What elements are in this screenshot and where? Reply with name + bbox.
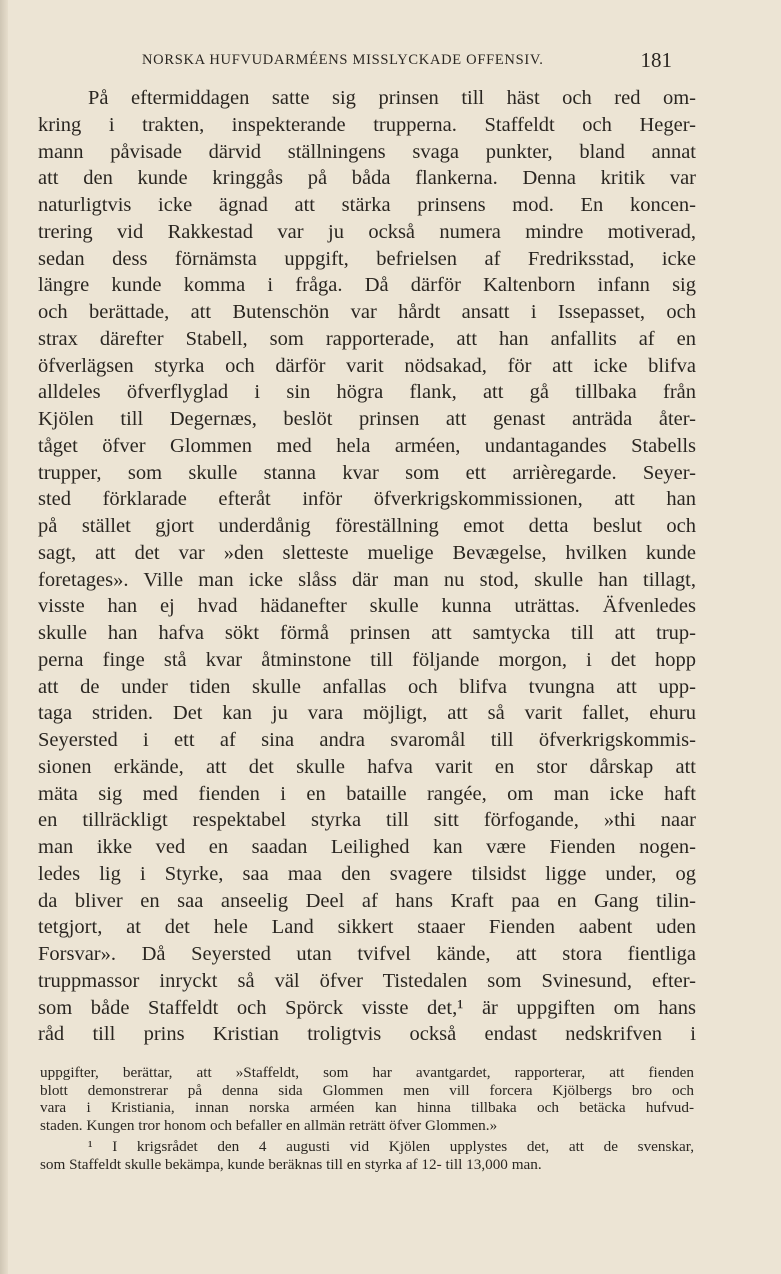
running-title: NORSKA HUFVUDARMÉENS MISSLYCKADE OFFENSIV. bbox=[142, 52, 544, 68]
body-line: skulle han hafva sökt förmå prinsen att samtycka till att trup- bbox=[38, 622, 696, 644]
book-spine-edge bbox=[0, 0, 8, 1274]
footnote-1-line: som Staffeldt skulle bekämpa, kunde beräknas till en styrka af 12- till 13,000 man. bbox=[40, 1155, 542, 1173]
body-line: en tillräckligt respektabel styrka till sitt förfogande, »thi naar bbox=[38, 809, 696, 832]
footnotes bbox=[40, 1064, 694, 1174]
page-header bbox=[86, 50, 696, 74]
body-line: råd till prins Kristian troligtvis också endast nedskrifven i bbox=[38, 1023, 696, 1046]
body-line: truppmassor inryckt så väl öfver Tistedalen som Svinesund, efter- bbox=[38, 969, 696, 992]
body-text bbox=[38, 85, 696, 1048]
page-number: 181 bbox=[640, 48, 672, 72]
body-line: mann påvisade därvid ställningens svaga punkter, bland annat bbox=[38, 140, 696, 163]
body-line: visste han ej hvad hädanefter skulle kunna uträttas. Äfvenledes bbox=[38, 595, 696, 618]
footnote-1-line: ¹ I krigsrådet den 4 augusti vid Kjölen upplystes det, att de svenskar, bbox=[88, 1138, 694, 1156]
body-line: som både Staffeldt och Spörck visste det,¹ är uppgiften om hans bbox=[38, 996, 696, 1019]
body-line: på stället gjort underdånig föreställning emot detta beslut och bbox=[38, 515, 696, 537]
body-line: längre kunde komma i fråga. Då därför Kaltenborn infann sig bbox=[38, 274, 696, 297]
body-line: sedan dess förnämsta uppgift, befrielsen af Fredriksstad, icke bbox=[38, 247, 696, 270]
body-line: taga striden. Det kan ju vara möjligt, att så varit fallet, ehuru bbox=[38, 702, 696, 725]
body-line: kring i trakten, inspekterande trupperna. Staffeldt och Heger- bbox=[38, 113, 696, 136]
footnote-continuation-line: blott demonstrerar på denna sida Glommen men vill forcera Kjölbergs bro och bbox=[40, 1081, 694, 1099]
body-line: naturligtvis icke ägnad att stärka prinsens mod. En koncen- bbox=[38, 194, 696, 216]
footnote-continuation-line: staden. Kungen tror honom och befaller en allmän reträtt öfver Glommen.» bbox=[40, 1116, 498, 1134]
body-line: da bliver en saa anseelig Deel af hans Kraft paa en Gang tilin- bbox=[38, 889, 696, 912]
body-line: man ikke ved en saadan Leilighed kan være Fienden nogen- bbox=[38, 836, 696, 858]
body-line: trupper, som skulle stanna kvar som ett arrièregarde. Seyer- bbox=[38, 461, 696, 484]
footnote-continuation-line: vara i Kristiania, innan norska arméen kan hinna tillbaka och betäcka hufvud- bbox=[40, 1099, 694, 1117]
body-line: att de under tiden skulle anfallas och blifva tvungna att upp- bbox=[38, 675, 696, 698]
body-line: tetgjort, at det hele Land sikkert staaer Fienden aabent uden bbox=[38, 916, 696, 939]
body-line: Forsvar». Då Seyersted utan tvifvel kände, att stora fientliga bbox=[38, 943, 696, 965]
body-line: öfverlägsen styrka och därför varit nödsakad, för att icke blifva bbox=[38, 354, 696, 377]
body-line: sionen erkände, att det skulle hafva varit en stor dårskap att bbox=[38, 755, 696, 778]
body-line: ledes lig i Styrke, saa maa den svagere tilsidst ligge under, og bbox=[38, 862, 696, 885]
body-line: perna finge stå kvar åtminstone till följande morgon, i det hopp bbox=[38, 648, 696, 671]
body-line: sted förklarade efteråt inför öfverkrigskommissionen, att han bbox=[38, 488, 696, 511]
body-line: att den kunde kringgås på båda flankerna. Denna kritik var bbox=[38, 167, 696, 190]
body-line: strax därefter Stabell, som rapporterade, att han anfallits af en bbox=[38, 327, 696, 350]
body-line: foretages». Ville man icke slåss där man nu stod, skulle han tillagt, bbox=[38, 568, 696, 591]
body-line: Kjölen till Degernæs, beslöt prinsen att genast anträda åter- bbox=[38, 408, 696, 430]
body-line: alldeles öfverflyglad i sin högra flank, att gå tillbaka från bbox=[38, 381, 696, 404]
body-line: mäta sig med fienden i en bataille rangée, om man icke haft bbox=[38, 782, 696, 805]
body-line: och berättade, att Butenschön var hårdt ansatt i Issepasset, och bbox=[38, 301, 696, 323]
footnote-continuation-line: uppgifter, berättar, att »Staffeldt, som har avantgardet, rapporterar, att fienden bbox=[40, 1064, 694, 1081]
body-line: tåget öfver Glommen med hela arméen, undantagandes Stabells bbox=[38, 434, 696, 457]
body-line: trering vid Rakkestad var ju också numera mindre motiverad, bbox=[38, 220, 696, 243]
body-line: På eftermiddagen satte sig prinsen till häst och red om- bbox=[88, 87, 696, 109]
body-line: Seyersted i ett af sina andra svaromål till öfverkrigskommis- bbox=[38, 729, 696, 751]
body-line: sagt, att det var »den sletteste muelige Bevægelse, hvilken kunde bbox=[38, 541, 696, 564]
